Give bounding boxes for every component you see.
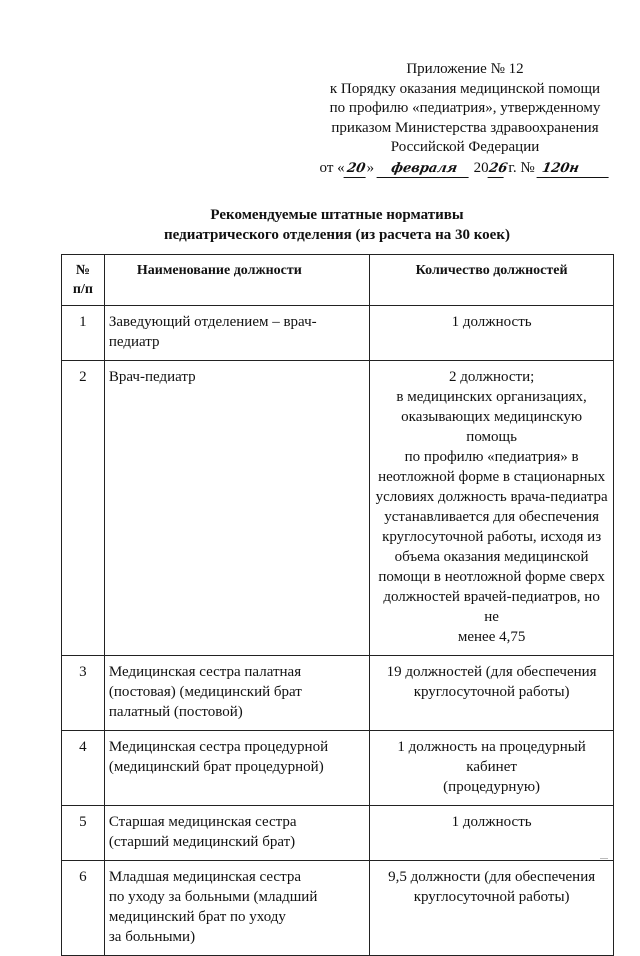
header-number-pp: п/п xyxy=(72,282,93,297)
header-number xyxy=(62,255,105,306)
position-count-line: условиях должность врача-педиатра xyxy=(375,489,608,505)
position-name-line: Заведующий отделением – врач- xyxy=(108,314,317,330)
position-name-cell xyxy=(104,361,369,656)
position-name-cell xyxy=(104,306,369,361)
position-count-cell xyxy=(370,861,614,956)
date-day-handwritten: 20 xyxy=(343,161,368,178)
position-count-line: круглосуточной работы) xyxy=(413,684,570,700)
position-count-line: помощи в неотложной форме сверх xyxy=(378,569,605,585)
position-count-line: неотложной форме в стационарных xyxy=(378,469,606,485)
header-position-name: Наименование должности xyxy=(104,255,369,306)
position-name-cell xyxy=(104,731,369,806)
row-number: 1 xyxy=(79,314,87,330)
row-number: 3 xyxy=(79,664,87,680)
row-number-cell xyxy=(62,656,105,731)
order-date-line xyxy=(300,159,630,179)
position-count-line: по профилю «педиатрия» в xyxy=(404,449,579,465)
table-row xyxy=(62,306,614,361)
document-title xyxy=(60,205,614,245)
position-count-cell xyxy=(370,731,614,806)
position-name-line: за больными) xyxy=(108,929,196,945)
position-count-cell xyxy=(370,306,614,361)
position-count-line: 1 должность xyxy=(451,814,532,830)
position-count-cell xyxy=(370,361,614,656)
header-number-symbol: № xyxy=(75,263,90,278)
position-count-line: объема оказания медицинской xyxy=(394,549,589,565)
appendix-line: к Порядку оказания медицинской помощи xyxy=(329,80,601,97)
date-year-handwritten: 26 xyxy=(487,160,509,176)
position-name-line: Врач-педиатр xyxy=(108,369,196,385)
table-row xyxy=(62,806,614,861)
position-count-line: 19 должностей (для обеспечения xyxy=(386,664,597,680)
date-month-handwritten: февраля xyxy=(376,161,471,178)
position-name-line: Медицинская сестра палатная xyxy=(108,664,302,680)
table-row xyxy=(62,731,614,806)
appendix-number: Приложение № 12 xyxy=(406,61,524,77)
row-number-cell xyxy=(62,806,105,861)
position-name-line: по уходу за больными (младший xyxy=(108,889,318,905)
position-name-line: Младшая медицинская сестра xyxy=(108,869,301,885)
position-count-cell xyxy=(370,656,614,731)
position-name-line: (медицинский брат процедурной) xyxy=(108,759,324,775)
position-name-line: (старший медицинский брат) xyxy=(108,834,296,850)
position-count-cell xyxy=(370,806,614,861)
table-header-row xyxy=(62,255,614,306)
position-name-cell xyxy=(104,656,369,731)
position-count-line: круглосуточной работы, исходя из xyxy=(382,529,602,545)
staffing-table xyxy=(61,254,614,956)
appendix-line: приказом Министерства здравоохранения xyxy=(331,119,599,136)
table-row xyxy=(62,861,614,956)
row-number: 6 xyxy=(79,869,87,885)
appendix-line: Российской Федерации xyxy=(390,139,540,155)
position-name-line: медицинский брат по уходу xyxy=(108,909,286,925)
appendix-line: по профилю «педиатрия», утвержденному xyxy=(329,100,601,116)
scan-artifact xyxy=(600,858,608,859)
position-name-line: (постовая) (медицинский брат xyxy=(108,684,302,700)
position-name-line: Медицинская сестра процедурной xyxy=(108,739,329,755)
row-number-cell xyxy=(62,861,105,956)
row-number-cell xyxy=(62,361,105,656)
date-prefix: от « xyxy=(319,159,345,176)
row-number-cell xyxy=(62,306,105,361)
table-row xyxy=(62,656,614,731)
position-count-line: круглосуточной работы) xyxy=(413,889,570,905)
title-line: Рекомендуемые штатные нормативы xyxy=(210,207,464,223)
header-position-count: Количество должностей xyxy=(370,255,614,306)
position-count-line: менее 4,75 xyxy=(457,629,526,645)
appendix-header xyxy=(300,60,630,178)
position-name-line: Старшая медицинская сестра xyxy=(108,814,297,830)
table-row xyxy=(62,361,614,656)
position-name-cell xyxy=(104,806,369,861)
date-year-suffix: г. № xyxy=(504,159,539,176)
row-number: 4 xyxy=(79,739,87,755)
position-count-line: 2 должности; xyxy=(448,369,535,385)
position-count-line: (процедурную) xyxy=(443,779,541,795)
row-number: 5 xyxy=(79,814,87,830)
position-name-line: палатный (постовой) xyxy=(108,704,243,720)
position-count-line: 1 должность xyxy=(451,314,532,330)
date-quote: » xyxy=(366,159,375,176)
table-body xyxy=(62,306,614,956)
date-year-prefix: 20 xyxy=(473,159,489,176)
position-name-cell xyxy=(104,861,369,956)
order-number-handwritten: 120н xyxy=(537,161,612,178)
position-count-line: в медицинских организациях, xyxy=(396,389,587,405)
position-count-line: должностей врачей-педиатров, но не xyxy=(383,589,600,625)
position-count-line: оказывающих медицинскую помощь xyxy=(401,409,583,445)
position-count-line: устанавливается для обеспечения xyxy=(384,509,599,525)
position-count-line: 9,5 должности (для обеспечения xyxy=(388,869,596,885)
position-name-line: педиатр xyxy=(108,334,160,350)
position-count-line: 1 должность на процедурный кабинет xyxy=(397,739,586,775)
title-line: педиатрического отделения (из расчета на 30 коек) xyxy=(164,227,510,243)
row-number: 2 xyxy=(79,369,87,385)
row-number-cell xyxy=(62,731,105,806)
